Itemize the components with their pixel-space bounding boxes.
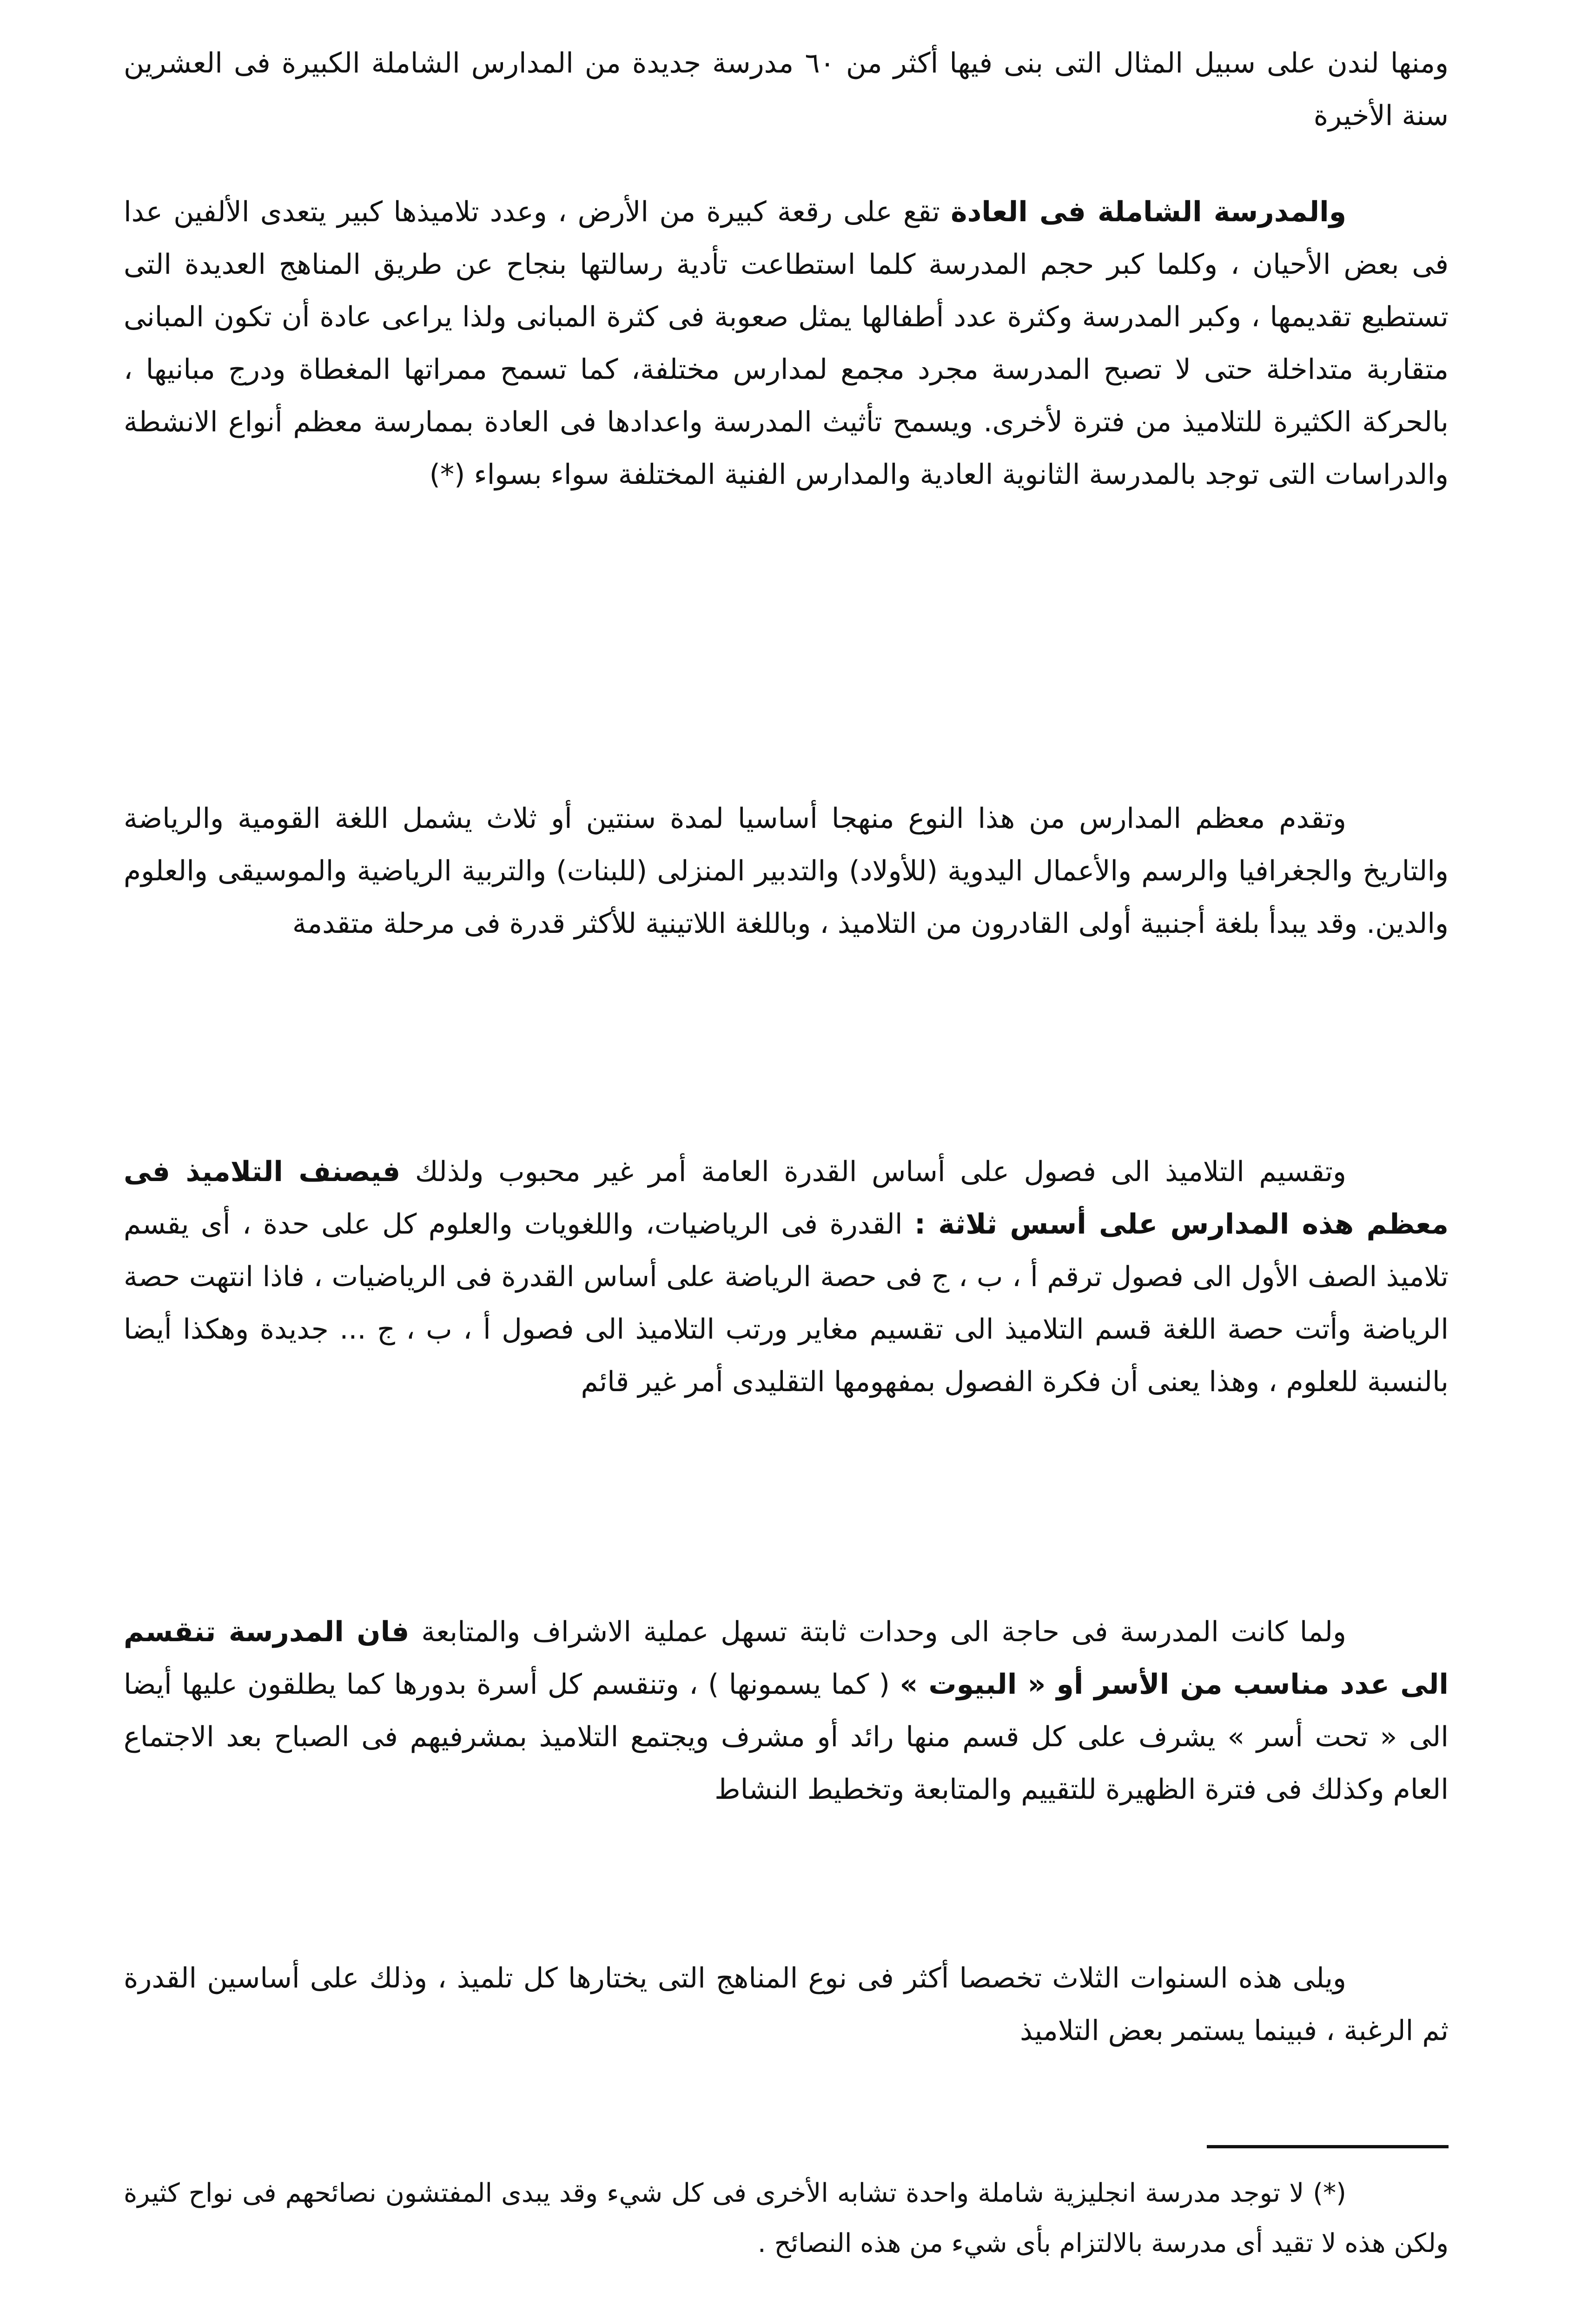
paragraph-1 [124, 37, 1449, 142]
paragraph-2-text [124, 186, 1449, 501]
paragraph-4-bold: فيصنف التلاميذ فى معظم هذه المدارس على أسس ثلاثة : [124, 1155, 1449, 1241]
paragraph-5-lead: ولما كانت المدرسة فى حاجة الى وحدات ثابتة تسهل عملية الاشراف والمتابعة [409, 1616, 1346, 1648]
paragraph-4-body: القدرة فى الرياضيات، واللغويات والعلوم كل على حدة ، أى يقسم تلاميذ الصف الأول الى فصول ترقم أ ، ب ، ج فى حصة الرياضة على أساس القدرة فى الرياضيات ، فاذا انتهت حصة الرياضة وأتت حصة اللغة قسم التلاميذ الى تقسيم مغاير ورتب التلاميذ الى فصول أ ، ب ، ج ... جديدة وهكذا أيضا بالنسبة للعلوم ، وهذا يعنى أن فكرة الفصول بمفهومها التقليدى أمر غير قائم [124, 1208, 1449, 1398]
footnote-text: (*) لا توجد مدرسة انجليزية شاملة واحدة تشابه الأخرى فى كل شيء وقد يبدى المفتشون نصائحهم فى نواح كثيرة ولكن هذه لا تقيد أى مدرسة بالالتزام بأى شيء من هذه النصائح . [124, 2178, 1449, 2258]
paragraph-5-body: ( كما يسمونها ) ، وتنقسم كل أسرة بدورها كما يطلقون عليها أيضا الى « تحت أسر » يشرف على كل قسم منها رائد أو مشرف ويجتمع التلاميذ بمشرفيهم فى الصباح بعد الاجتماع العام وكذلك فى فترة الظهيرة للتقييم والمتابعة وتخطيط النشاط [124, 1668, 1449, 1806]
paragraph-2-bold-lead: والمدرسة الشاملة فى العادة [951, 196, 1346, 228]
paragraph-6-text: ويلى هذه السنوات الثلاث تخصصا أكثر فى نوع المناهج التى يختارها كل تلميذ ، وذلك على أساسين القدرة ثم الرغبة ، فبينما يستمر بعض التلاميذ [124, 1962, 1449, 2047]
footnote [124, 2168, 1449, 2269]
paragraph-4 [124, 1146, 1449, 1408]
footnote-separator [1207, 2145, 1449, 2148]
paragraph-3-text: وتقدم معظم المدارس من هذا النوع منهجا أساسيا لمدة سنتين أو ثلاث يشمل اللغة القومية والرياضة والتاريخ والجغرافيا والرسم والأعمال اليدوية (للأولاد) والتدبير المنزلى (للبنات) والتربية الرياضية والموسيقى والعلوم والدين. وقد يبدأ بلغة أجنبية أولى القادرون من التلاميذ ، وباللغة اللاتينية للأكثر قدرة فى مرحلة متقدمة [124, 802, 1449, 940]
paragraph-5-text [124, 1606, 1449, 1816]
paragraph-2 [124, 186, 1449, 501]
paragraph-4-text [124, 1146, 1449, 1408]
paragraph-5-bold: فان المدرسة تنقسم الى عدد مناسب من الأسر أو « البيوت » [124, 1616, 1449, 1701]
paragraph-1-text: ومنها لندن على سبيل المثال التى بنى فيها أكثر من ٦٠ مدرسة جديدة من المدارس الشاملة الكبيرة فى العشرين سنة الأخيرة [124, 47, 1449, 132]
paragraph-5 [124, 1606, 1449, 1816]
paragraph-2-body: تقع على رقعة كبيرة من الأرض ، وعدد تلاميذها كبير يتعدى الألفين عدا فى بعض الأحيان ، وكلما كبر حجم المدرسة كلما استطاعت تأدية رسالتها بنجاح عن طريق المناهج العديدة التى تستطيع تقديمها ، وكبر المدرسة وكثرة عدد أطفالها يمثل صعوبة فى كثرة المبانى ولذا يراعى عادة أن تكون المبانى متقاربة متداخلة حتى لا تصبح المدرسة مجرد مجمع لمدارس مختلفة، كما تسمح ممراتها المغطاة ودرج مبانيها ، بالحركة الكثيرة للتلاميذ من فترة لأخرى. ويسمح تأثيث المدرسة واعدادها فى العادة بممارسة معظم أنواع الانشطة والدراسات التى توجد بالمدرسة الثانوية العادية والمدارس الفنية المختلفة سواء بسواء (*) [124, 196, 1449, 491]
paragraph-4-lead: وتقسيم التلاميذ الى فصول على أساس القدرة العامة أمر غير محبوب ولذلك [400, 1155, 1347, 1188]
paragraph-6 [124, 1952, 1449, 2057]
paragraph-3 [124, 792, 1449, 950]
